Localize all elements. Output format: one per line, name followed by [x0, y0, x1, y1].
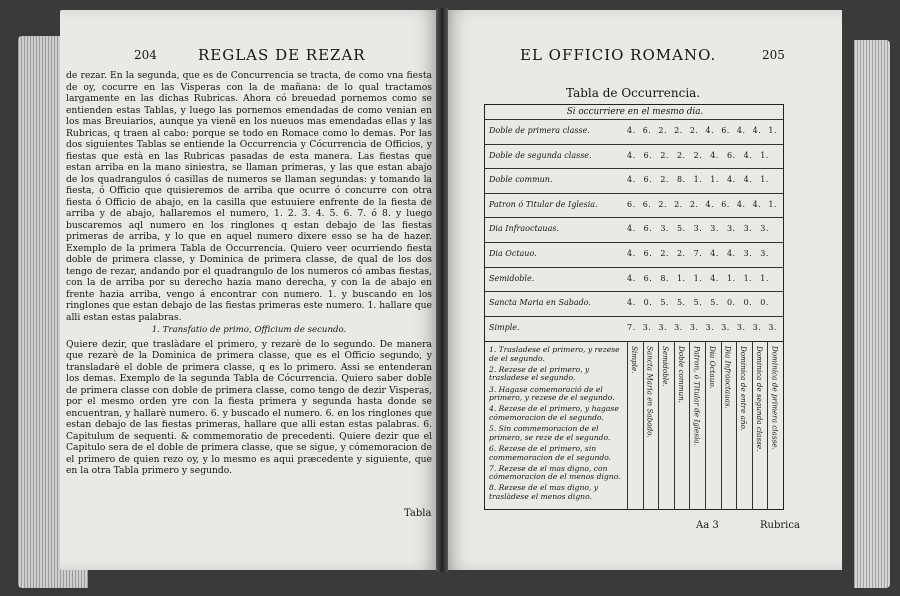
- table-cell: 3.: [710, 224, 719, 234]
- row-label: Dia Octauo.: [489, 249, 537, 258]
- row-numbers: [627, 224, 777, 233]
- table-cell: 3.: [693, 224, 703, 234]
- row-numbers: [627, 323, 777, 332]
- table-cell: 6.: [721, 126, 730, 135]
- table-cell: 2.: [676, 150, 686, 160]
- table-cell: 4.: [736, 199, 746, 209]
- table-cell: 6.: [627, 199, 636, 209]
- table-cell: 6.: [643, 249, 653, 258]
- rule-list: [489, 346, 627, 504]
- table-row: [485, 316, 783, 340]
- table-cell: 0.: [643, 298, 653, 308]
- table-cell: 3.: [743, 224, 753, 234]
- table-cell: 4.: [743, 150, 753, 160]
- table-cell: 8.: [676, 175, 686, 185]
- feast-column-label: Sancta Maria en Sabado.: [645, 346, 655, 438]
- right-catchword: Rubrica: [760, 520, 800, 531]
- table-cell: 4.: [752, 126, 762, 135]
- table-cell: 4.: [743, 175, 753, 185]
- table-cell: 2.: [693, 150, 703, 160]
- table-cell: 2.: [674, 199, 683, 209]
- table-cell: 3.: [726, 224, 736, 234]
- table-cell: 2.: [676, 249, 686, 258]
- row-numbers: [627, 274, 777, 283]
- feast-column: [643, 342, 659, 510]
- table-cell: 4.: [710, 273, 719, 283]
- rule-item: 1. Trasladese el primero, y rezese de el segundo.: [489, 345, 620, 363]
- table-cell: 3.: [689, 322, 699, 332]
- table-cell: 3.: [743, 249, 753, 258]
- feast-column-label: Dominica de segunda classe.: [754, 346, 764, 452]
- rule-example-line: 1. Transfatio de primo, Officium de secundo.: [151, 325, 347, 335]
- row-label: Doble commun.: [489, 175, 553, 185]
- table-cell: 0.: [760, 298, 769, 308]
- feast-column-label: Doble commun.: [676, 346, 686, 404]
- table-cell: 5.: [676, 298, 686, 308]
- table-row: [485, 267, 783, 291]
- table-cell: 2.: [660, 175, 669, 185]
- table-cell: 1.: [760, 150, 769, 160]
- table-cell: 6.: [642, 126, 652, 135]
- table-cell: 1.: [768, 199, 777, 209]
- table-cell: 2.: [660, 249, 669, 258]
- table-cell: 3.: [760, 249, 769, 258]
- feast-column-label: Dominica de primera classe.: [770, 346, 780, 450]
- table-cell: 4.: [627, 224, 636, 234]
- feast-column: [736, 342, 752, 510]
- table-cell: 2.: [689, 126, 699, 135]
- table-cell: 2.: [658, 126, 668, 135]
- table-cell: 1.: [760, 175, 769, 185]
- table-cell: 5.: [693, 298, 703, 308]
- table-cell: 1.: [726, 273, 736, 283]
- feast-column: [767, 342, 783, 510]
- row-numbers: [627, 175, 777, 184]
- table-cell: 7.: [693, 249, 703, 258]
- table-cell: 6.: [721, 199, 730, 209]
- row-label: Dia Infraoctauas.: [489, 224, 560, 234]
- table-cell: 3.: [721, 322, 730, 332]
- row-label: Doble de segunda classe.: [489, 150, 592, 160]
- feast-column-label: Simple.: [630, 346, 639, 374]
- row-label: Simple.: [489, 322, 520, 332]
- left-catchword: Tabla: [404, 508, 432, 519]
- feast-column: [721, 342, 737, 510]
- book-gutter: [436, 8, 448, 572]
- table-cell: 4.: [627, 298, 636, 308]
- table-cell: 4.: [627, 175, 636, 185]
- table-cell: 3.: [752, 322, 762, 332]
- rule-item: 2. Rezese de el primero, y trasladese el segundo.: [489, 364, 590, 383]
- feast-column: [627, 342, 643, 510]
- table-cell: 4.: [726, 249, 736, 258]
- table-cell: 4.: [710, 150, 719, 160]
- feast-column-label: Dia Octauo.: [707, 346, 717, 389]
- rule-item: 7. Rezese de el mas digno, con cómemoracion de el menos digno.: [489, 463, 621, 482]
- table-cell: 1.: [768, 126, 777, 135]
- table-cell: 8.: [660, 273, 669, 283]
- table-heading: Si occurriere en el mesmo dia.: [566, 107, 704, 117]
- table-cell: 6.: [643, 224, 653, 234]
- rules-section: [485, 341, 783, 510]
- table-cell: 3.: [642, 322, 652, 332]
- table-cell: 1.: [693, 175, 703, 185]
- row-label: Semidoble.: [489, 273, 535, 283]
- left-page-body: [66, 70, 432, 477]
- table-row: [485, 217, 783, 241]
- table-cell: 4.: [627, 249, 636, 258]
- feast-column: [752, 342, 768, 510]
- right-page-number: 205: [762, 48, 785, 62]
- row-numbers: [627, 151, 777, 160]
- feast-column-label: Dominica de entre año.: [739, 346, 749, 432]
- page-edges-right: [854, 40, 890, 588]
- table-cell: 3.: [658, 322, 668, 332]
- table-cell: 5.: [676, 224, 686, 234]
- feast-column: [705, 342, 721, 510]
- table-cell: 6.: [642, 199, 652, 209]
- right-page-header: EL OFFICIO ROMANO.: [520, 46, 717, 64]
- row-label: Doble de primera classe.: [489, 126, 590, 135]
- table-cell: 4.: [627, 273, 636, 283]
- row-label: Sancta Maria en Sabado.: [489, 298, 591, 308]
- feast-columns: [627, 342, 783, 510]
- table-cell: 7.: [627, 322, 636, 332]
- rule-item: 3. Hagase comemoració de el primero, y rezese de el segundo.: [489, 384, 615, 403]
- feast-column-label: Semidoble.: [661, 346, 671, 387]
- rule-item: 5. Sin commemoracion de el primero, se reze de el segundo.: [489, 424, 611, 442]
- table-cell: 5.: [660, 298, 669, 308]
- table-title: Tabla de Occurrencia.: [566, 86, 701, 100]
- table-cell: 1.: [710, 175, 719, 185]
- feast-column: [674, 342, 690, 510]
- table-cell: 4.: [627, 126, 636, 135]
- feast-column-label: Patron, ó Titular de Iglesia.: [692, 346, 702, 446]
- table-cell: 4.: [705, 199, 715, 209]
- row-numbers: [627, 126, 777, 135]
- table-cell: 0.: [726, 298, 736, 308]
- table-cell: 4.: [726, 175, 736, 185]
- row-label: Patron ó Titular de Iglesia.: [489, 199, 598, 209]
- signature-mark: Aa 3: [696, 520, 719, 531]
- paragraph-1: de rezar. En la segunda, que es de Concurrencia se tracta, de como vna fiesta de oy, cocurre en las Visperas con la de mañana: de lo qual tractamos largamente en las dichas Rubricas. Ahora có breuedad pornemos como se entienden estas Tablas, y luego las pornemos emendadas de como venian en los mas Breuiarios, aunque ya vienë en los nueuos mas emendadas ellas y las Rubricas, q traen al cabo: porque se todo en Romace como lo demas. Por las dos siguientes Tablas se entiende la Occurrencia y Cócurrencia de Officios, y fiestas que està en las Rubricas pasadas de esta manera. Las fiestas que estan arriba en la mano siniestra, se llaman primeras, y las que estan abajo de los quadrangulos ó casillas de numeros se llaman segundas: y tomando la fiesta, ó Officio que quisieremos de arriba que ocurre ó concurre con otra fiesta ó Officio de abajo, en la casilla que estuuiere enfrente de la fiesta de arriba y de abajo, hallaremos el numero, 1. 2. 3. 4. 5. 6. 7. ó 8. y luego buscaremos aql numero en los ringlones q estan debajo de las fiestas primeras de arriba, y lo que en aquel numero dixere esso se ha de hazer. Exemplo de la primera Tabla de Occurrencia. Quiero veer ocurriendo fiesta doble de primera classe, y Dominica de primera classe, de qual de los dos tengo de rezar, andando por el quadrangulo de los numeros có ambas fiestas, con la de arriba por su derecho hazia mano derecha, y con la de abajo en frente hazia arriba, vengo á encontrar con numero. 1. y buscando en los ringlones que estan debajo de las fiestas primeras este numero. 1. hallare que alli estan estas palabras.: [66, 70, 432, 323]
- left-page-number: 204: [134, 48, 157, 62]
- table-cell: 6.: [643, 175, 653, 185]
- rule-item: 8. Rezese de el mas digno, y traslàdese el menos digno.: [489, 483, 599, 502]
- rule-item: 6. Rezese de el primero, sin commemoracion de el segundo.: [489, 443, 612, 462]
- table-cell: 2.: [674, 126, 683, 135]
- table-row: [485, 242, 783, 266]
- table-cell: 1.: [676, 273, 686, 283]
- table-cell: 6.: [726, 150, 736, 160]
- table-cell: 3.: [660, 224, 669, 234]
- table-cell: 1.: [693, 273, 703, 283]
- row-numbers: [627, 298, 777, 307]
- table-cell: 0.: [743, 298, 753, 308]
- table-cell: 4.: [710, 249, 719, 258]
- table-cell: 3.: [760, 224, 769, 234]
- table-cell: 2.: [660, 150, 669, 160]
- table-row: [485, 119, 783, 143]
- table-cell: 4.: [736, 126, 746, 135]
- table-cell: 5.: [710, 298, 719, 308]
- row-numbers: [627, 200, 777, 209]
- row-numbers: [627, 249, 777, 258]
- left-page-header: REGLAS DE REZAR: [198, 46, 366, 64]
- table-cell: 1.: [743, 273, 753, 283]
- table-cell: 4.: [627, 150, 636, 160]
- table-cell: 3.: [768, 322, 777, 332]
- feast-column: [689, 342, 705, 510]
- table-cell: 3.: [736, 322, 746, 332]
- paragraph-2: Quiere dezir, que traslàdare el primero, y rezarè de lo segundo. De manera que rezarè de la Dominica de primera classe, que es el Officio segundo, y transladarè el doble de primera classe, q es lo primero. Assi se entenderan los demas. Exemplo de la segunda Tabla de Cócurrencia. Quiero saber doble de primera classe con doble de primera classe, como tengo de dezir Visperas, por el mesmo orden yre con la fiesta primera y segunda hasta donde se encuentran, y hallarè numero. 6. y buscado el numero. 6. en los ringlones que estan debajo de las fiestas primeras, hallare que alli estan estas palabras. 6. Capitulum de sequenti. & commemoratio de precedenti. Quiere dezir que el Capitulo sera de el doble de primera classe, que se sigue, y cómemoracion de el primero de quien rezo oy, y lo mesmo es aqui præcedente y siguiente, que en la otra Tabla primero y segundo.: [66, 338, 432, 476]
- table-cell: 2.: [689, 199, 699, 209]
- rule-item: 4. Rezese de el primero, y hagase cómemoracion de el segundo.: [489, 404, 619, 422]
- table-cell: 6.: [643, 273, 653, 283]
- table-cell: 3.: [674, 322, 683, 332]
- table-row: [485, 168, 783, 192]
- table-cell: 6.: [643, 150, 653, 160]
- table-cell: 2.: [658, 199, 668, 209]
- table-row: [485, 144, 783, 168]
- table-cell: 3.: [705, 322, 715, 332]
- table-cell: 4.: [705, 126, 715, 135]
- occurrence-table: [484, 104, 784, 510]
- feast-column-label: Dia Infraoctauas.: [723, 346, 733, 409]
- table-cell: 1.: [760, 273, 769, 283]
- table-row: [485, 291, 783, 315]
- table-row: [485, 193, 783, 217]
- feast-column: [658, 342, 674, 510]
- table-cell: 4.: [752, 199, 762, 209]
